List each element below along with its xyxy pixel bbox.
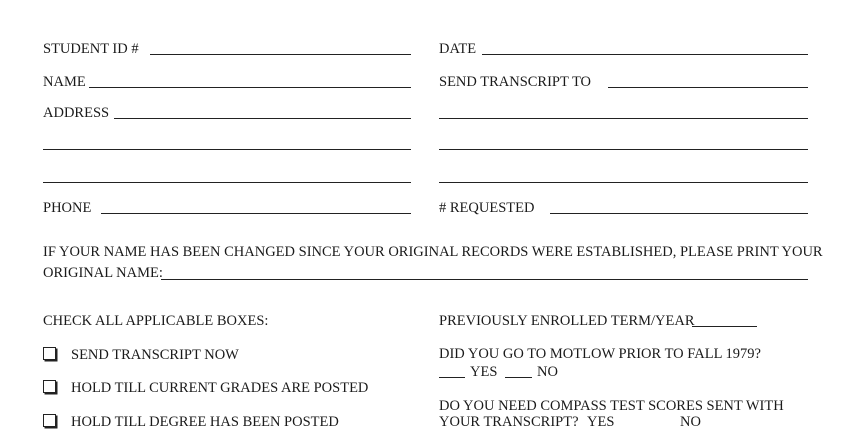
compass-no-option[interactable]: NO: [680, 414, 701, 430]
check-boxes-heading: CHECK ALL APPLICABLE BOXES:: [43, 313, 269, 329]
send-transcript-to-field-4[interactable]: [439, 182, 808, 183]
send-transcript-to-label: SEND TRANSCRIPT TO: [439, 74, 592, 90]
name-change-instruction: IF YOUR NAME HAS BEEN CHANGED SINCE YOUR ORIGINAL RECORDS WERE ESTABLISHED, PLEASE PRINT YOUR: [43, 244, 823, 260]
phone-label: PHONE: [43, 200, 92, 216]
motlow-yes-label: YES: [470, 364, 498, 380]
hold-current-grades-checkbox[interactable]: [43, 380, 56, 393]
address-field-1[interactable]: [114, 118, 411, 119]
requested-field[interactable]: [550, 213, 808, 214]
name-label: NAME: [43, 74, 86, 90]
date-field[interactable]: [482, 54, 808, 55]
name-field[interactable]: [89, 87, 411, 88]
hold-current-grades-label: HOLD TILL CURRENT GRADES ARE POSTED: [71, 380, 369, 396]
phone-field[interactable]: [101, 213, 411, 214]
address-field-3[interactable]: [43, 182, 411, 183]
date-label: DATE: [439, 41, 477, 57]
hold-degree-label: HOLD TILL DEGREE HAS BEEN POSTED: [71, 414, 339, 430]
send-transcript-to-field-2[interactable]: [439, 118, 808, 119]
send-transcript-now-checkbox[interactable]: [43, 347, 56, 360]
motlow-question: DID YOU GO TO MOTLOW PRIOR TO FALL 1979?: [439, 346, 761, 362]
motlow-yes-blank[interactable]: [439, 377, 465, 378]
requested-label: # REQUESTED: [439, 200, 535, 216]
address-field-2[interactable]: [43, 149, 411, 150]
original-name-field[interactable]: [161, 279, 808, 280]
address-label: ADDRESS: [43, 105, 110, 121]
student-id-label: STUDENT ID #: [43, 41, 139, 57]
send-transcript-to-field-3[interactable]: [439, 149, 808, 150]
original-name-label: ORIGINAL NAME:: [43, 265, 163, 281]
motlow-no-blank[interactable]: [505, 377, 532, 378]
hold-degree-checkbox[interactable]: [43, 414, 56, 427]
compass-yes-option[interactable]: YES: [587, 414, 615, 430]
student-id-field[interactable]: [150, 54, 411, 55]
previously-enrolled-label: PREVIOUSLY ENROLLED TERM/YEAR: [439, 313, 695, 329]
previously-enrolled-field[interactable]: [692, 326, 757, 327]
send-transcript-to-field[interactable]: [608, 87, 808, 88]
compass-question-line2: YOUR TRANSCRIPT?: [439, 414, 579, 430]
compass-question-line1: DO YOU NEED COMPASS TEST SCORES SENT WITH: [439, 398, 784, 414]
motlow-no-label: NO: [537, 364, 558, 380]
send-transcript-now-label: SEND TRANSCRIPT NOW: [71, 347, 239, 363]
